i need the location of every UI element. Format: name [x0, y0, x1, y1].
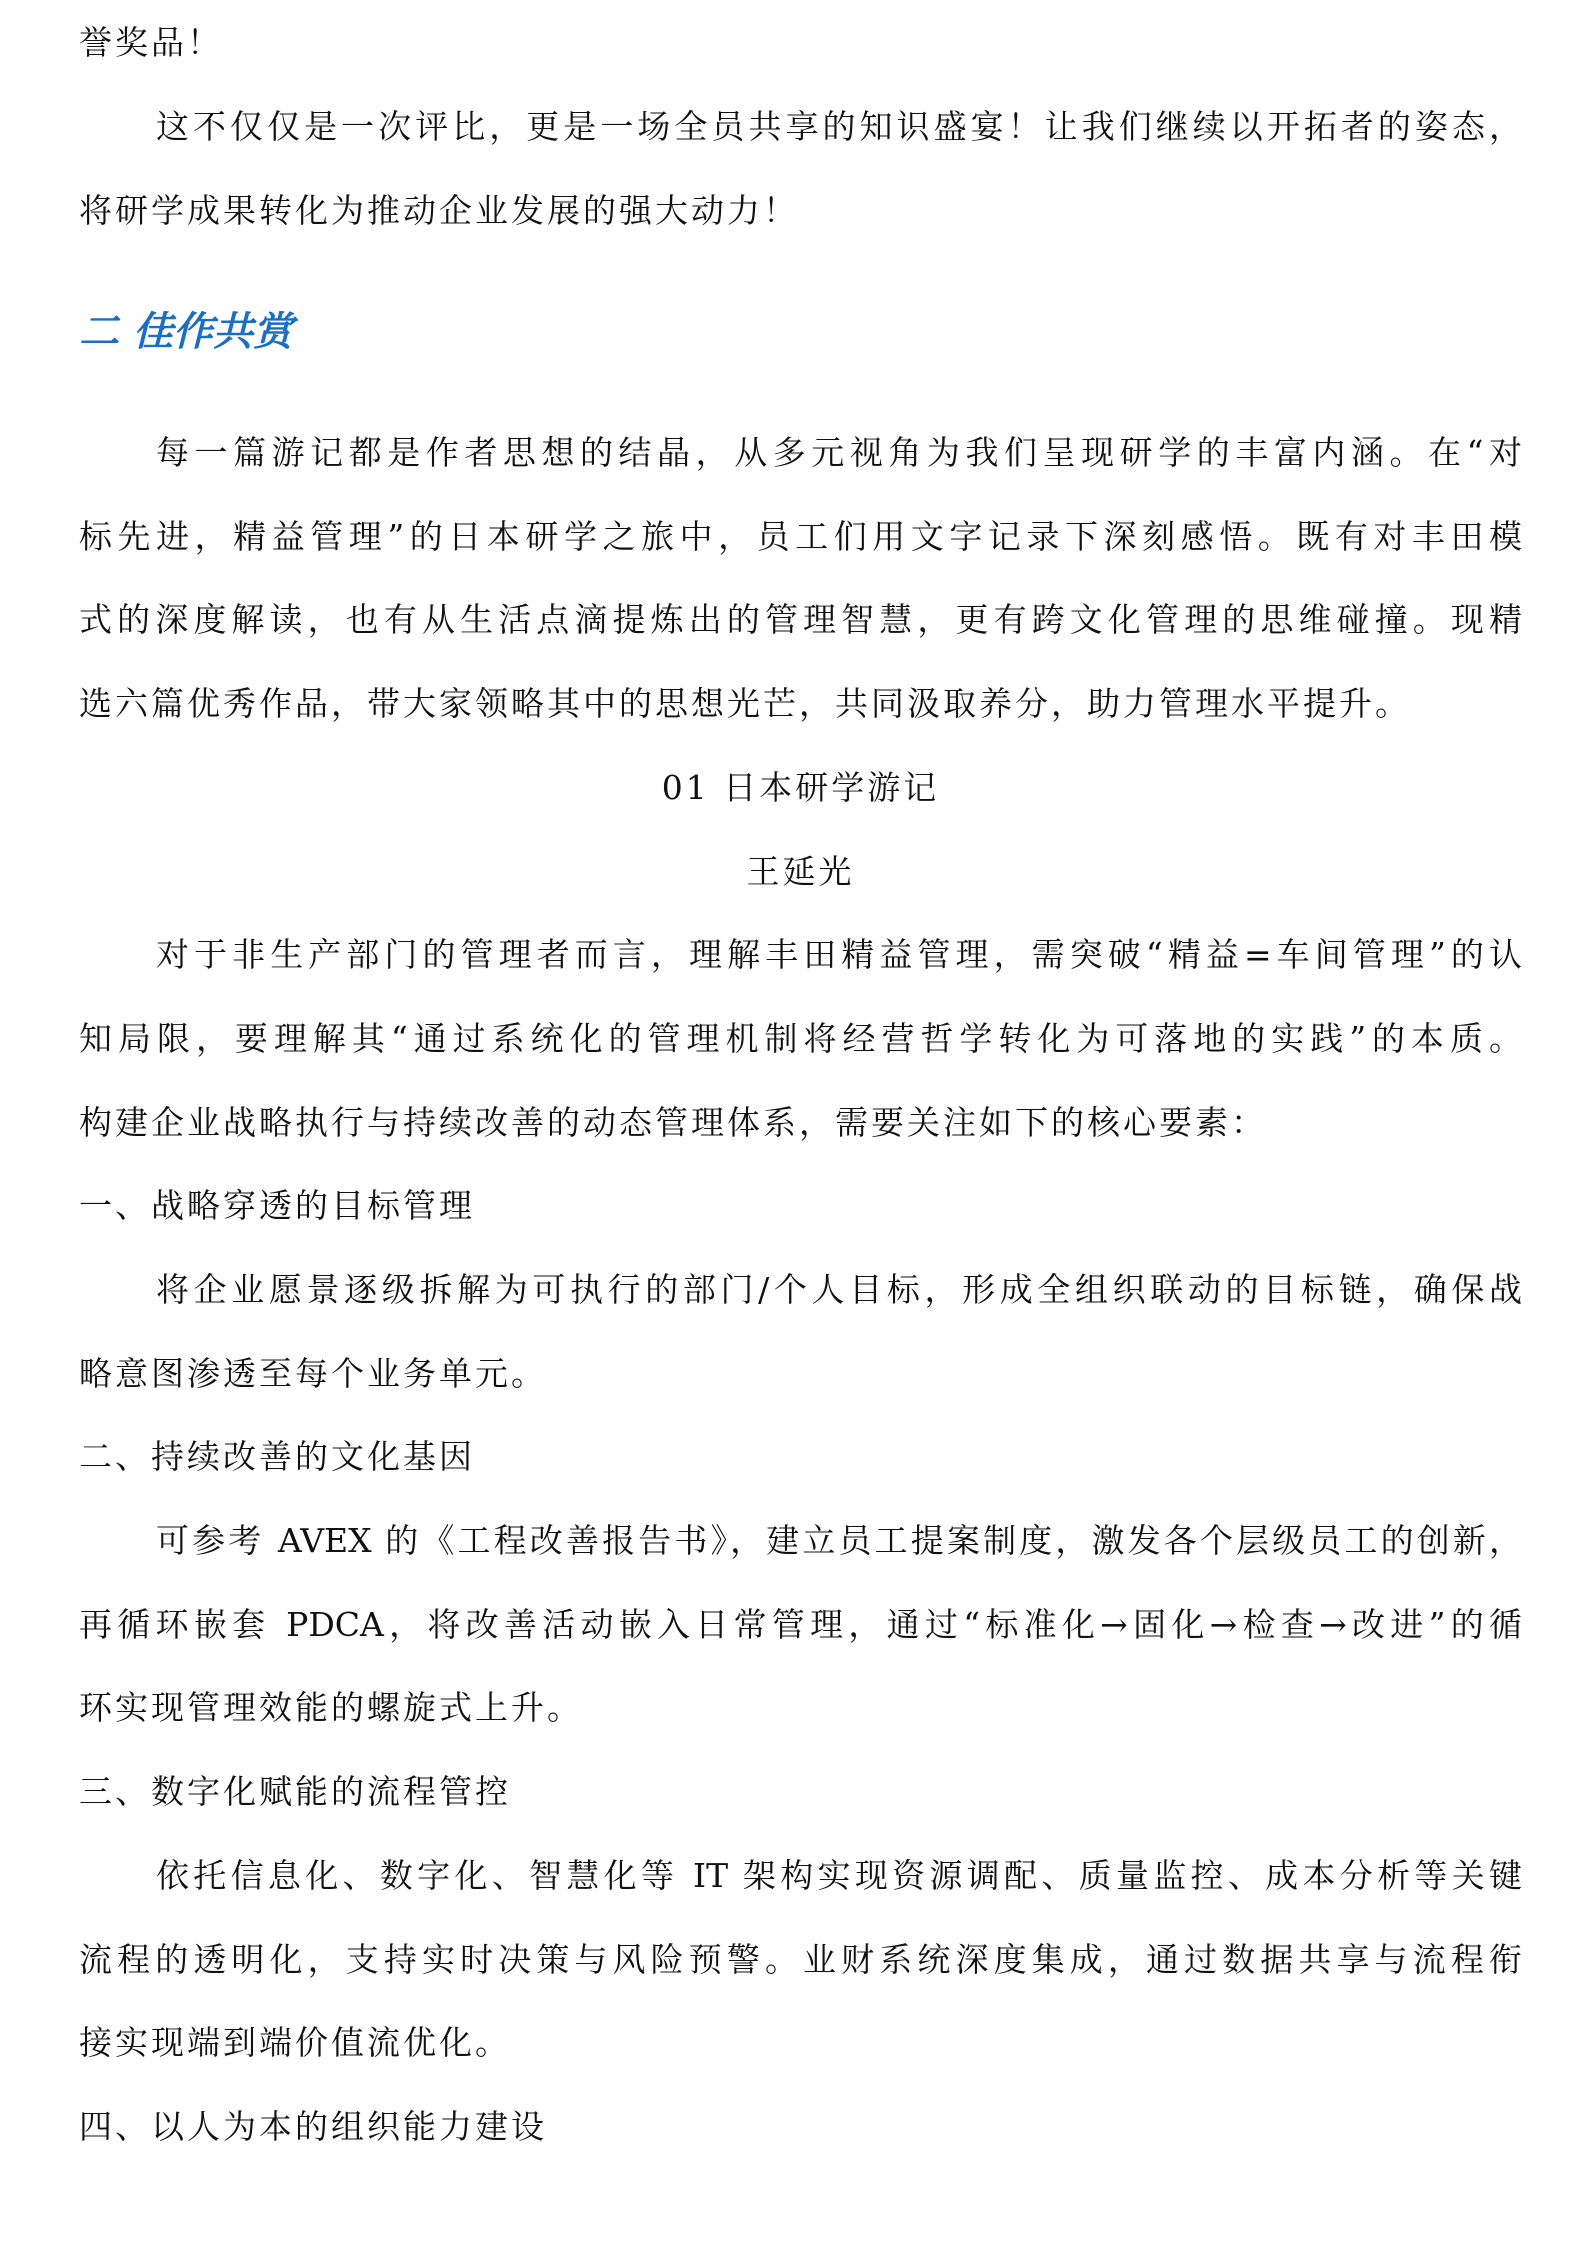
paragraph-line: 知局限，要理解其“通过系统化的管理机制将经营哲学转化为可落地的实践”的本质。: [79, 1019, 1522, 1058]
paragraph-line: 略意图渗透至每个业务单元。: [79, 1354, 547, 1393]
paragraph-line: 再循环嵌套 PDCA，将改善活动嵌入日常管理，通过“标准化→固化→检查→改进”的循: [79, 1605, 1522, 1644]
paragraph-line: 誉奖品！: [79, 23, 223, 62]
paragraph-line: 将企业愿景逐级拆解为可执行的部门/个人目标，形成全组织联动的目标链，确保战: [156, 1270, 1522, 1309]
paragraph-line: 每一篇游记都是作者思想的结晶，从多元视角为我们呈现研学的丰富内涵。在“对: [156, 433, 1522, 472]
paragraph-line: 接实现端到端价值流优化。: [79, 2023, 511, 2062]
paragraph-line: 式的深度解读，也有从生活点滴提炼出的管理智慧，更有跨文化管理的思维碰撞。现精: [79, 600, 1522, 639]
paragraph-line: 构建企业战略执行与持续改善的动态管理体系，需要关注如下的核心要素：: [79, 1103, 1267, 1142]
paragraph-line: 流程的透明化，支持实时决策与风险预警。业财系统深度集成，通过数据共享与流程衔: [79, 1940, 1522, 1979]
paragraph-line: 这不仅仅是一次评比，更是一场全员共享的知识盛宴！让我们继续以开拓者的姿态，: [156, 107, 1522, 146]
section-heading: 二 佳作共赏: [79, 309, 293, 355]
paragraph-line: 将研学成果转化为推动企业发展的强大动力！: [79, 191, 799, 230]
subheading: 三、数字化赋能的流程管控: [79, 1772, 511, 1811]
subheading: 二、持续改善的文化基因: [79, 1437, 475, 1476]
subheading: 四、以人为本的组织能力建设: [79, 2107, 547, 2146]
paragraph-line: 标先进，精益管理”的日本研学之旅中，员工们用文字记录下深刻感悟。既有对丰田模: [79, 517, 1522, 556]
paragraph-line: 依托信息化、数字化、智慧化等 IT 架构实现资源调配、质量监控、成本分析等关键: [156, 1856, 1522, 1895]
article-title: 01 日本研学游记: [661, 768, 940, 807]
paragraph-line: 对于非生产部门的管理者而言，理解丰田精益管理，需突破“精益=车间管理”的认: [156, 935, 1522, 974]
subheading: 一、战略穿透的目标管理: [79, 1186, 475, 1225]
paragraph-line: 环实现管理效能的螺旋式上升。: [79, 1688, 583, 1727]
article-author: 王延光: [746, 852, 855, 891]
paragraph-line: 选六篇优秀作品，带大家领略其中的思想光芒，共同汲取养分，助力管理水平提升。: [79, 684, 1411, 723]
paragraph-line: 可参考 AVEX 的《工程改善报告书》，建立员工提案制度，激发各个层级员工的创新，: [156, 1521, 1522, 1560]
